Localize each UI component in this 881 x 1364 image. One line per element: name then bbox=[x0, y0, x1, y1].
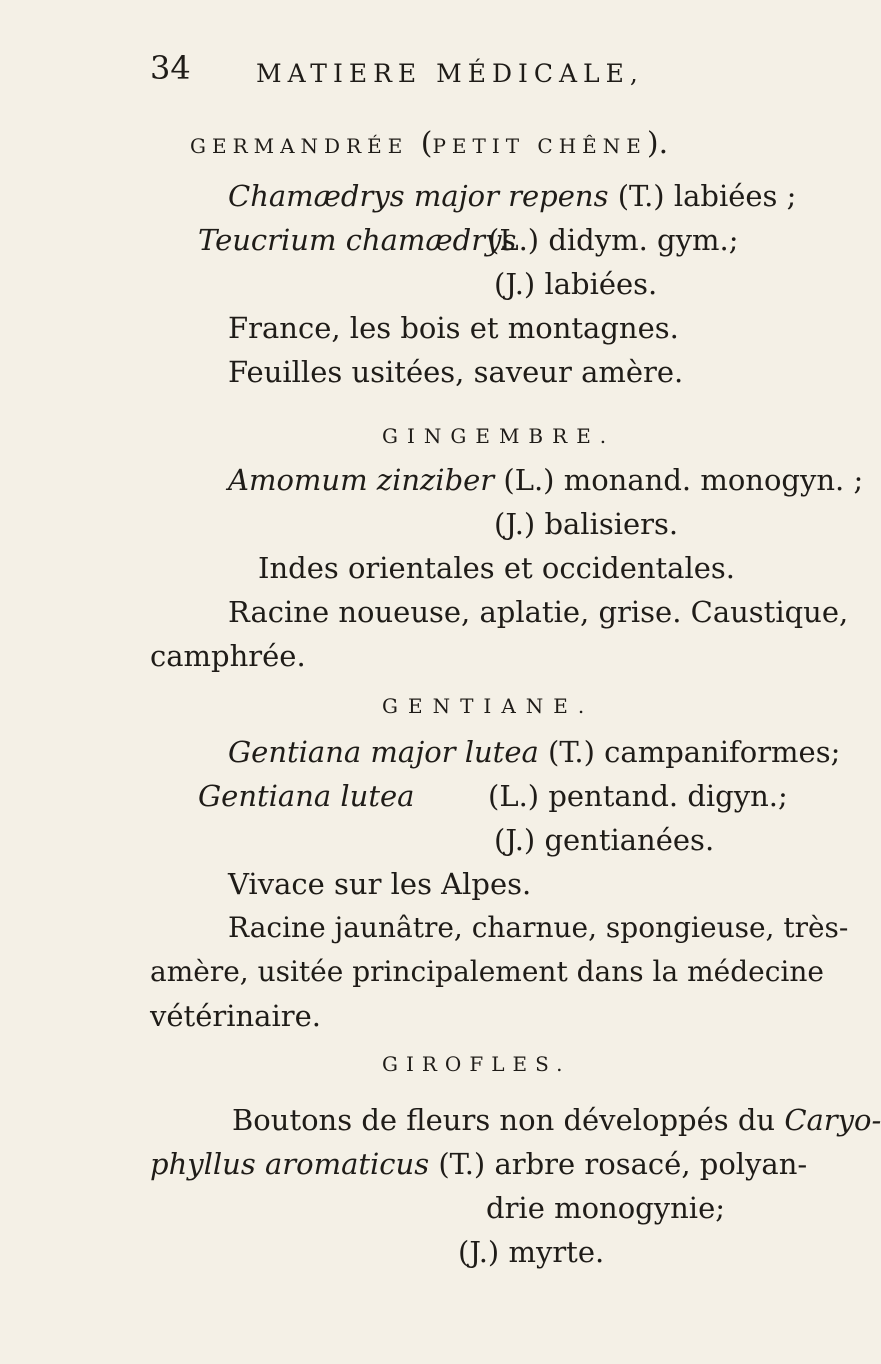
synonym-line: Gentiana lutea (L.) pentand. digyn.; bbox=[198, 779, 788, 813]
text-line: drie monogynie; bbox=[486, 1191, 726, 1225]
text-line: vétérinaire. bbox=[150, 999, 321, 1033]
entry-title: GIROFLES. bbox=[382, 1052, 571, 1076]
text-line: Racine noueuse, aplatie, grise. Caustique, bbox=[228, 595, 849, 629]
text-line: France, les bois et montagnes. bbox=[228, 311, 679, 345]
text-line: Boutons de fleurs non développés du Caryo- bbox=[232, 1103, 881, 1137]
running-title: MATIERE MÉDICALE, bbox=[256, 59, 644, 88]
text-line: Feuilles usitées, saveur amère. bbox=[228, 355, 684, 389]
page-number: 34 bbox=[150, 49, 191, 87]
synonym-line: (J.) balisiers. bbox=[494, 507, 679, 541]
synonym-line: (J.) labiées. bbox=[494, 267, 658, 301]
text-line: Indes orientales et occidentales. bbox=[258, 551, 736, 585]
entry-title: GENTIANE. bbox=[382, 694, 595, 718]
text-line: phyllus aromaticus (T.) arbre rosacé, polyan- bbox=[150, 1147, 808, 1181]
text-line: Vivace sur les Alpes. bbox=[228, 867, 532, 901]
entry-title: GERMANDRÉE (PETIT CHÊNE). bbox=[190, 126, 669, 161]
synonym-line: Gentiana major lutea (T.) campaniformes; bbox=[228, 735, 841, 769]
text-line: Racine jaunâtre, charnue, spongieuse, très- bbox=[228, 911, 849, 944]
entry-title: GINGEMBRE. bbox=[382, 424, 616, 448]
synonym-line: Chamædrys major repens (T.) labiées ; bbox=[228, 179, 797, 213]
synonym-line: Teucrium chamædrys(L.) didym. gym.; bbox=[198, 223, 739, 257]
synonym-line: (J.) gentianées. bbox=[494, 823, 715, 857]
synonym-line: Amomum zinziber (L.) monand. monogyn. ; bbox=[228, 463, 864, 497]
text-line: (J.) myrte. bbox=[458, 1235, 605, 1269]
text-line: amère, usitée principalement dans la médecine bbox=[150, 955, 824, 988]
text-line: camphrée. bbox=[150, 639, 306, 673]
